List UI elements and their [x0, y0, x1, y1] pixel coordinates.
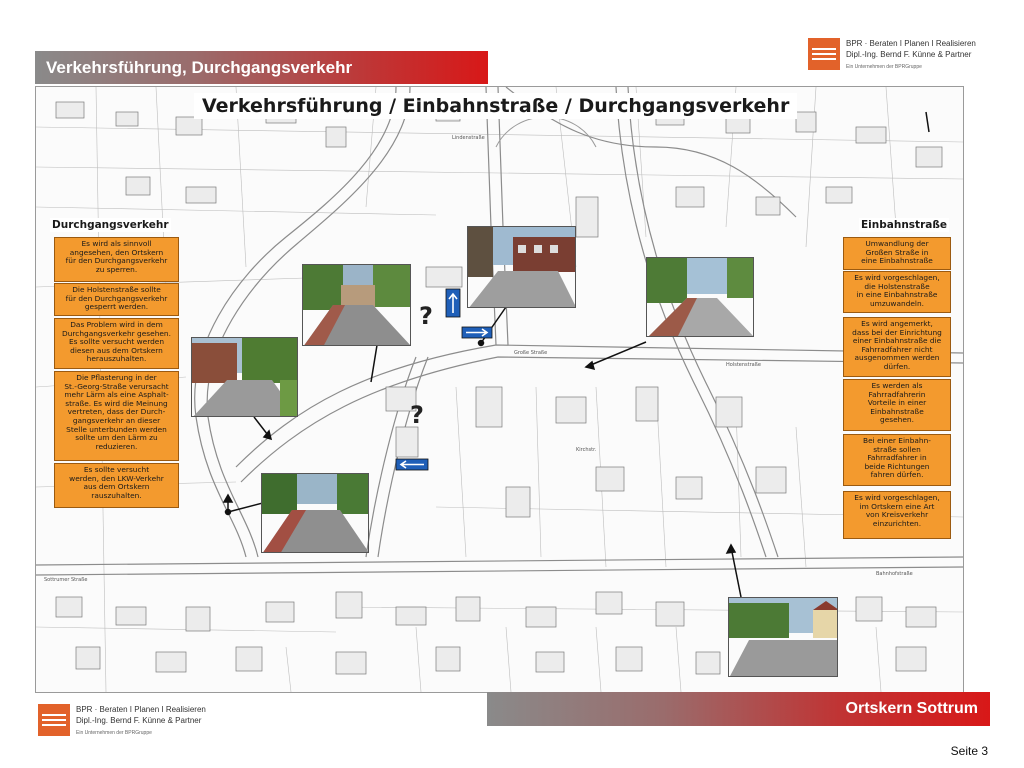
street-label: Lindenstraße	[452, 135, 485, 141]
company-logo-icon	[808, 38, 840, 70]
logo-line-2: Dipl.-Ing. Bernd F. Künne & Partner	[76, 716, 202, 725]
footer-band	[487, 692, 990, 726]
note-right-6: Es wird vorgeschlagen, im Ortskern eine Art von Kreisverkehr einzurichten.	[843, 491, 951, 539]
logo-line-3: Ein Unternehmen der BPRGruppe	[76, 730, 152, 736]
note-left-3: Das Problem wird in dem Durchgangsverkehr gesehen. Es sollte versucht werden diesen aus dem Ortskern herauszuhalten.	[54, 318, 179, 369]
street-photo	[302, 264, 411, 346]
note-right-5: Bei einer Einbahn- straße sollen Fahrradfahrer in beide Richtungen fahren dürfen.	[843, 434, 951, 486]
logo-line-1: BPR · Beraten I Planen I Realisieren	[76, 705, 206, 714]
note-left-4: Die Pflasterung in der St.-Georg-Straße verursacht mehr Lärm als eine Asphalt- straße. Es wird die Meinung vertreten, dass der Durch- gangsverkehr an dieser Stelle unterbunden werden sollte um den Lärm zu reduzieren.	[54, 371, 179, 461]
street-photo	[191, 337, 298, 417]
site-map	[35, 86, 964, 693]
map-title: Verkehrsführung / Einbahnstraße / Durchgangsverkehr	[194, 93, 797, 119]
street-label: Sottrumer Straße	[44, 577, 88, 583]
company-logo-bottom	[38, 704, 218, 740]
street-photo	[467, 226, 576, 308]
question-mark-upper: ?	[419, 302, 433, 330]
one-way-sign-horizontal-upper	[462, 327, 492, 338]
page-number: Seite 3	[950, 744, 988, 758]
header-band	[35, 51, 488, 84]
slide-title: Verkehrsführung, Durchgangsverkehr	[46, 58, 353, 77]
one-way-sign-vertical	[446, 289, 460, 317]
street-photo	[728, 597, 838, 677]
question-mark-lower: ?	[410, 401, 424, 429]
street-photo	[646, 257, 754, 337]
logo-line-3: Ein Unternehmen der BPRGruppe	[846, 64, 922, 70]
note-right-2: Es wird vorgeschlagen, die Holstenstraße in eine Einbahnstraße umzuwandeln.	[843, 271, 951, 313]
note-left-2: Die Holstenstraße sollte für den Durchgangsverkehr gesperrt werden.	[54, 283, 179, 316]
note-left-5: Es sollte versucht werden, den LKW-Verkehr aus dem Ortskern rauszuhalten.	[54, 463, 179, 508]
note-left-1: Es wird als sinnvoll angesehen, den Ortskern für den Durchgangsverkehr zu sperren.	[54, 237, 179, 282]
logo-line-2: Dipl.-Ing. Bernd F. Künne & Partner	[846, 50, 972, 59]
one-way-sign-horizontal-lower	[396, 459, 428, 470]
street-label: Bahnhofstraße	[876, 571, 913, 577]
company-logo-top	[808, 38, 988, 74]
footer-title: Ortskern Sottrum	[845, 700, 978, 717]
street-label: Holstenstraße	[726, 362, 761, 368]
street-label: Kirchstr.	[576, 447, 597, 453]
note-right-1: Umwandlung der Großen Straße in eine Einbahnstraße	[843, 237, 951, 270]
right-column-heading: Einbahnstraße	[861, 219, 948, 231]
logo-line-1: BPR · Beraten I Planen I Realisieren	[846, 39, 976, 48]
left-column-heading: Durchgangsverkehr	[52, 219, 169, 231]
note-right-4: Es werden als Fahrradfahrerin Vorteile in einer Einbahnstraße gesehen.	[843, 379, 951, 431]
note-right-3: Es wird angemerkt, dass bei der Einrichtung einer Einbahnstraße die Fahrradfahrer nicht ausgenommen werden dürfen.	[843, 317, 951, 377]
company-logo-icon	[38, 704, 70, 736]
street-photo	[261, 473, 369, 553]
street-label: Große Straße	[514, 350, 548, 356]
